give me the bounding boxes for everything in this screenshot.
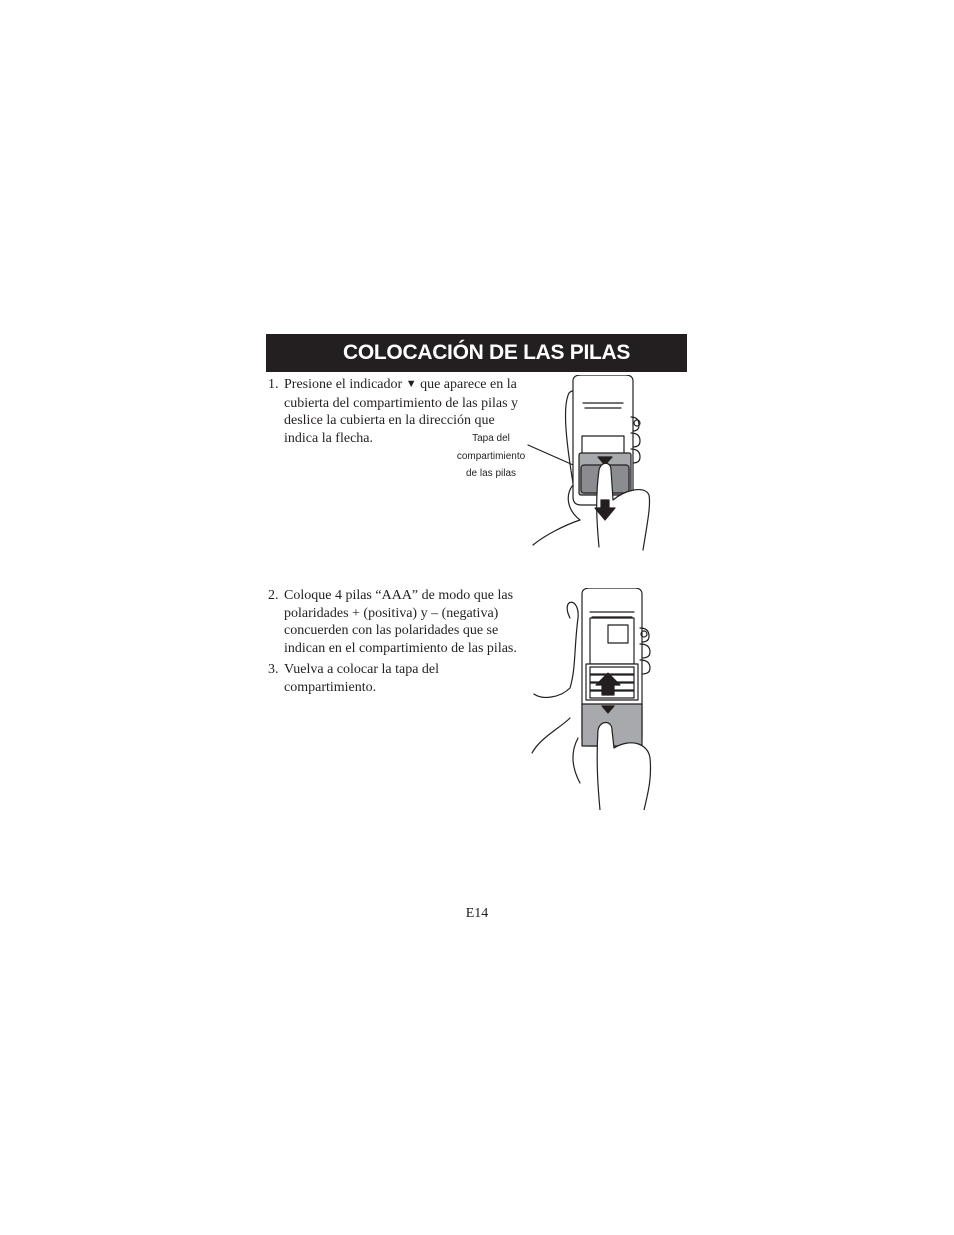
step-3 bbox=[268, 661, 533, 696]
step-number: 2. bbox=[268, 588, 279, 603]
step-text-after: que aparece en la cubierta del compartimiento de las pilas y deslice la cubierta en la dirección que indica la flecha. bbox=[284, 377, 519, 446]
page-number: E14 bbox=[465, 906, 489, 921]
section-title-bar bbox=[266, 334, 687, 372]
callout-line: de las pilas bbox=[465, 468, 517, 479]
callout-leader-line bbox=[528, 445, 580, 468]
right-hand-finger bbox=[573, 738, 580, 783]
left-hand-thumb bbox=[534, 602, 578, 697]
battery-cover-callout bbox=[448, 430, 534, 483]
step-2 bbox=[268, 587, 533, 657]
step-text-before: Presione el indicador bbox=[284, 377, 403, 392]
step-text: Vuelva a colocar la tapa del compartimiento. bbox=[284, 662, 440, 695]
step-text: Coloque 4 pilas “AAA” de modo que las polaridades + (positiva) y – (negativa) concuerden con las polaridades que se indican en el compartimiento de las pilas. bbox=[284, 588, 517, 656]
page-title: COLOCACIÓN DE LAS PILAS bbox=[343, 341, 631, 364]
figure-insert-batteries bbox=[530, 588, 660, 810]
callout-line: Tapa del bbox=[472, 433, 510, 444]
step-number: 3. bbox=[268, 662, 279, 677]
down-triangle-icon: ▼ bbox=[405, 378, 417, 390]
step-number: 1. bbox=[268, 377, 279, 392]
left-hand-palm bbox=[532, 718, 570, 753]
figure-remove-cover bbox=[525, 375, 665, 555]
callout-line: compartimiento bbox=[456, 450, 526, 462]
